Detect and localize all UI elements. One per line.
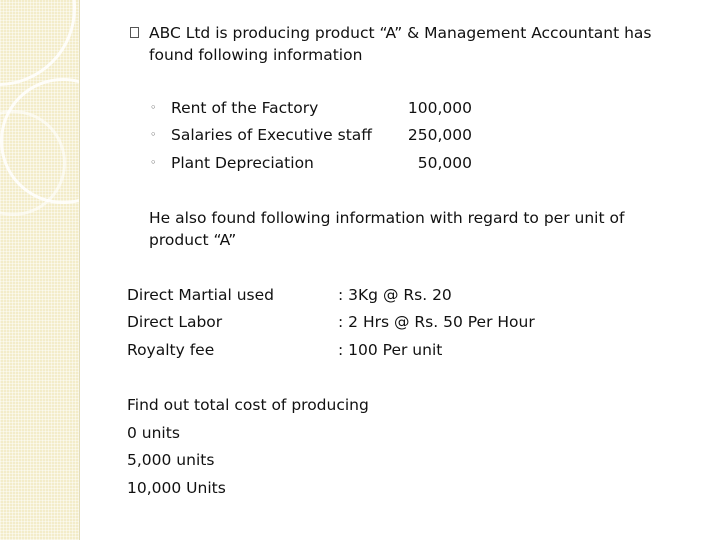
fixed-cost-label: Rent of the Factory [171, 99, 319, 117]
ring-bullet-icon: ◦ [150, 156, 157, 169]
fixed-cost-value: 250,000 [407, 126, 472, 144]
fixed-cost-label: Plant Depreciation [171, 154, 314, 172]
quantity-item: 0 units [127, 424, 180, 442]
panel-divider [79, 0, 80, 540]
square-bullet-icon [130, 27, 139, 38]
unit-cost-label: Direct Labor [127, 313, 223, 331]
intro-line-2: found following information [149, 46, 363, 64]
ring-bullet-icon: ◦ [150, 128, 157, 141]
question-text: Find out total cost of producing [127, 396, 369, 414]
fixed-cost-value: 50,000 [417, 154, 472, 172]
fixed-cost-value: 100,000 [407, 99, 472, 117]
unit-cost-label: Royalty fee [127, 341, 215, 359]
ring-bullet-icon: ◦ [150, 101, 157, 114]
unit-cost-value: : 100 Per unit [338, 341, 443, 359]
quantity-item: 10,000 Units [127, 479, 226, 497]
per-unit-line-2: product “A” [149, 231, 237, 249]
quantity-item: 5,000 units [127, 451, 215, 469]
unit-cost-label: Direct Martial used [127, 286, 274, 304]
intro-line-1: ABC Ltd is producing product “A” & Management Accountant has [149, 24, 652, 42]
decorative-ring [0, 0, 76, 86]
decorative-side-panel [0, 0, 79, 540]
per-unit-line-1: He also found following information with regard to per unit of [149, 209, 625, 227]
unit-cost-value: : 2 Hrs @ Rs. 50 Per Hour [338, 313, 535, 331]
fixed-cost-label: Salaries of Executive staff [171, 126, 372, 144]
unit-cost-value: : 3Kg @ Rs. 20 [338, 286, 452, 304]
